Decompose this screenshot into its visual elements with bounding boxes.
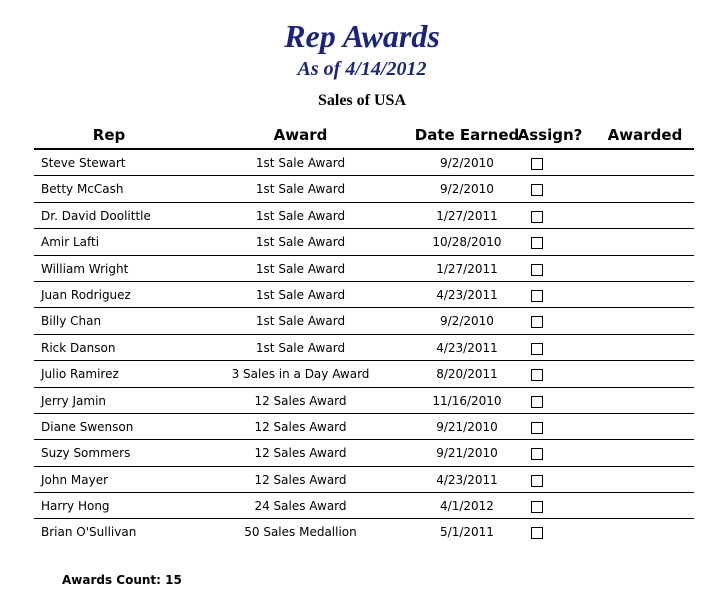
assign-checkbox[interactable] (531, 475, 543, 487)
date-earned: 9/2/2010 (440, 314, 494, 329)
award-name: 3 Sales in a Day Award (231, 367, 370, 382)
date-earned: 8/20/2011 (436, 367, 498, 382)
rep-name: Harry Hong (41, 499, 110, 514)
rep-name: William Wright (41, 261, 129, 276)
date-earned: 10/28/2010 (432, 235, 502, 250)
rep-name: Juan Rodriguez (41, 287, 131, 302)
assign-checkbox[interactable] (531, 422, 543, 434)
date-earned: 9/21/2010 (436, 446, 498, 461)
table-row (34, 150, 694, 176)
table-row (34, 308, 694, 334)
date-earned: 9/2/2010 (440, 182, 494, 197)
table-row (34, 282, 694, 308)
rep-name: Billy Chan (41, 314, 102, 329)
table-row (34, 335, 694, 361)
rep-name: Jerry Jamin (41, 393, 107, 408)
column-header-awarded: Awarded (607, 126, 683, 144)
rep-name: Brian O'Sullivan (41, 525, 137, 540)
award-name: 1st Sale Award (255, 287, 346, 302)
award-name: 1st Sale Award (255, 314, 346, 329)
rep-name: Rick Danson (41, 340, 116, 355)
rep-name: Suzy Sommers (41, 446, 131, 461)
column-header-date-earned: Date Earned (414, 126, 520, 144)
assign-checkbox[interactable] (531, 211, 543, 223)
assign-checkbox[interactable] (531, 264, 543, 276)
column-header-award: Award (273, 126, 328, 144)
award-name: 1st Sale Award (255, 340, 346, 355)
table-row (34, 388, 694, 414)
award-name: 1st Sale Award (255, 208, 346, 223)
column-header-rep: Rep (92, 126, 126, 144)
table-row (34, 414, 694, 440)
table-row (34, 467, 694, 493)
report-title: Rep Awards (284, 18, 440, 54)
table-row (34, 519, 694, 545)
assign-checkbox[interactable] (531, 501, 543, 513)
awards-table-body (34, 150, 694, 546)
assign-checkbox[interactable] (531, 158, 543, 170)
table-row (34, 176, 694, 202)
assign-checkbox[interactable] (531, 184, 543, 196)
table-row (34, 256, 694, 282)
award-name: 50 Sales Medallion (244, 525, 357, 540)
date-earned: 4/23/2011 (436, 287, 498, 302)
table-row (34, 361, 694, 387)
award-name: 12 Sales Award (254, 393, 347, 408)
rep-name: Steve Stewart (41, 156, 126, 170)
date-earned: 4/23/2011 (436, 340, 498, 355)
report-subtitle: As of 4/14/2012 (297, 58, 427, 80)
date-earned: 11/16/2010 (432, 393, 502, 408)
assign-checkbox[interactable] (531, 237, 543, 249)
table-row (34, 440, 694, 466)
assign-checkbox[interactable] (531, 316, 543, 328)
rep-name: Betty McCash (41, 182, 124, 197)
rep-name: Diane Swenson (41, 419, 134, 434)
award-name: 1st Sale Award (255, 182, 346, 197)
date-earned: 1/27/2011 (436, 208, 498, 223)
assign-checkbox[interactable] (531, 448, 543, 460)
date-earned: 1/27/2011 (436, 261, 498, 276)
award-name: 12 Sales Award (254, 472, 347, 487)
date-earned: 9/2/2010 (440, 156, 494, 170)
date-earned: 9/21/2010 (436, 419, 498, 434)
rep-name: Amir Lafti (41, 235, 100, 250)
assign-checkbox[interactable] (531, 527, 543, 539)
date-earned: 4/1/2012 (440, 499, 494, 514)
assign-checkbox[interactable] (531, 396, 543, 408)
award-name: 12 Sales Award (254, 446, 347, 461)
table-row (34, 229, 694, 255)
award-name: 12 Sales Award (254, 419, 347, 434)
table-row (34, 203, 694, 229)
award-name: 1st Sale Award (255, 261, 346, 276)
assign-checkbox[interactable] (531, 369, 543, 381)
date-earned: 4/23/2011 (436, 472, 498, 487)
award-name: 1st Sale Award (255, 235, 346, 250)
awards-count: Awards Count: 15 (62, 573, 182, 587)
assign-checkbox[interactable] (531, 343, 543, 355)
rep-name: John Mayer (41, 472, 109, 487)
rep-name: Dr. David Doolittle (41, 208, 151, 223)
award-name: 1st Sale Award (255, 156, 346, 170)
report-region: Sales of USA (317, 92, 406, 109)
award-name: 24 Sales Award (254, 499, 347, 514)
table-row (34, 493, 694, 519)
date-earned: 5/1/2011 (440, 525, 494, 540)
assign-checkbox[interactable] (531, 290, 543, 302)
rep-name: Julio Ramirez (41, 367, 119, 382)
column-header-assign: Assign? (517, 126, 583, 144)
